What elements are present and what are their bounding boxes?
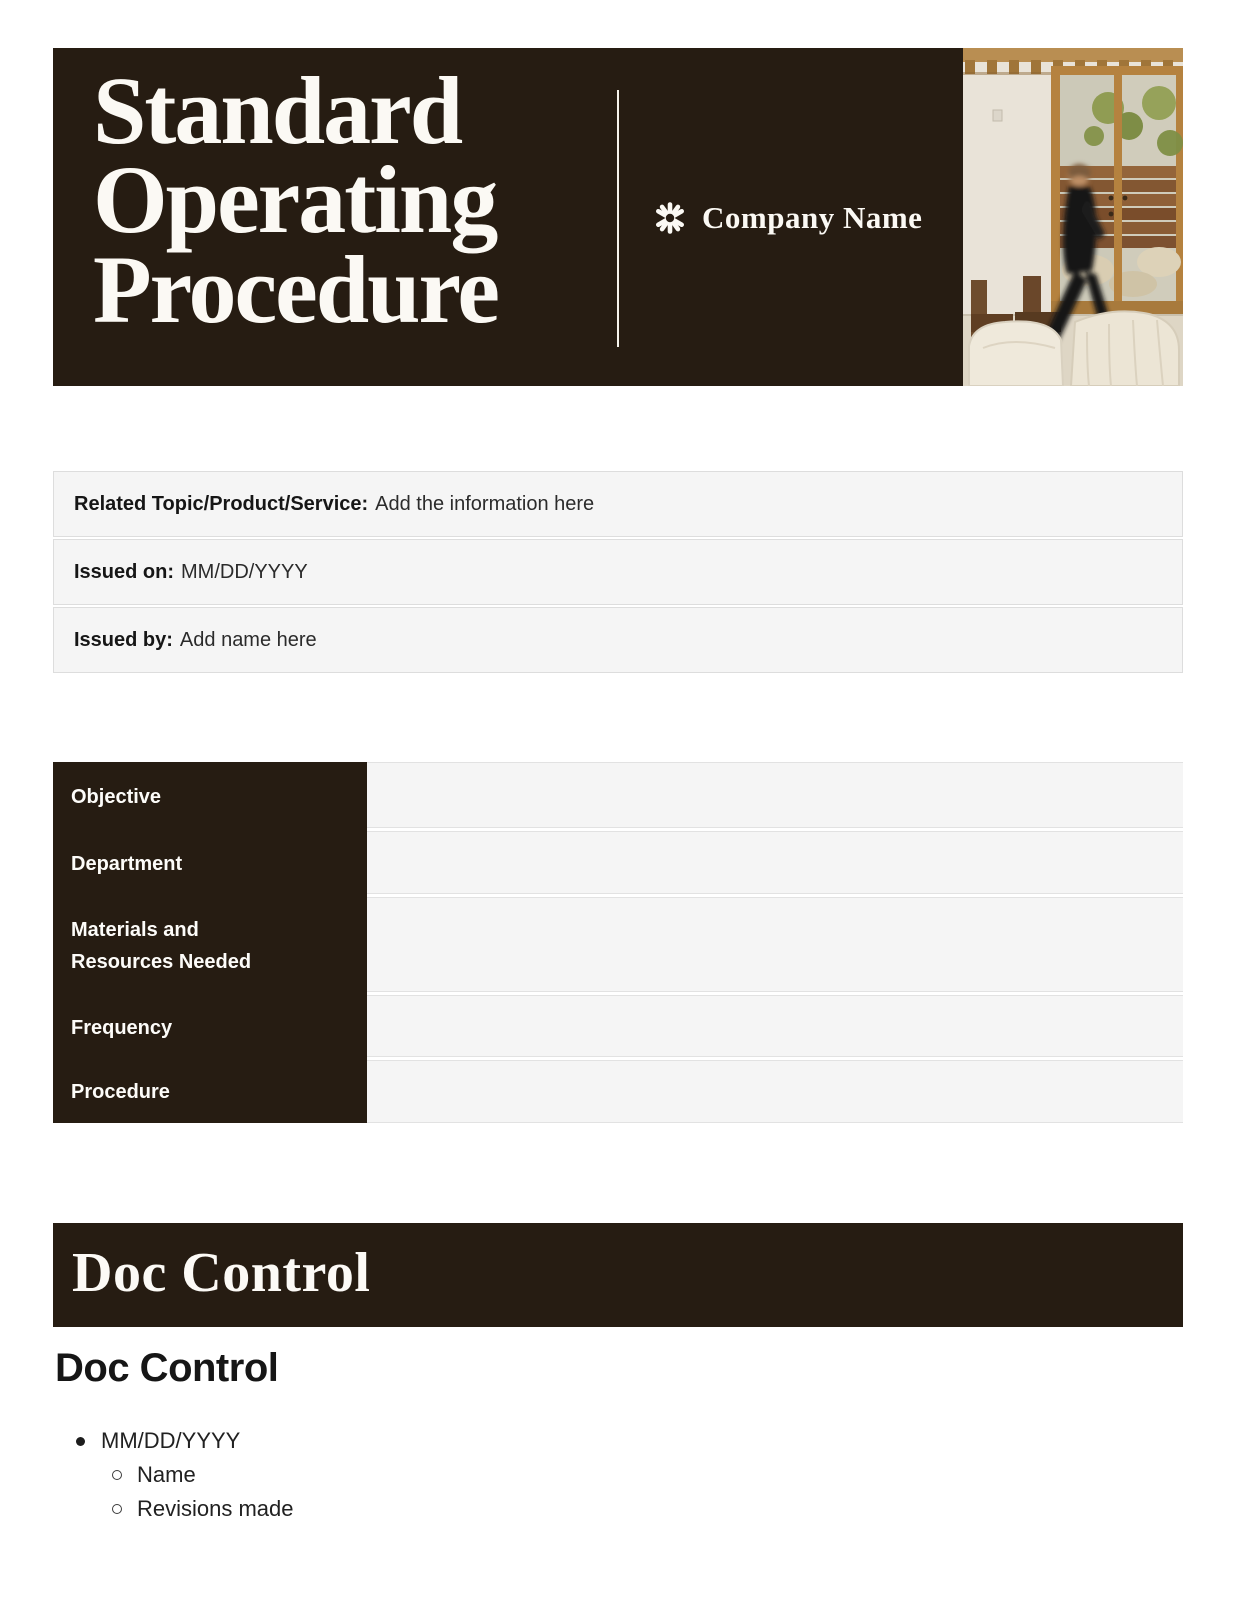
table-row <box>53 471 1183 537</box>
spec-row-empty-cell[interactable] <box>367 831 1183 897</box>
spec-row-label: Frequency <box>53 995 367 1060</box>
header-photo <box>963 48 1183 386</box>
info-table <box>53 471 1183 675</box>
info-value-placeholder[interactable]: Add the information here <box>375 492 595 515</box>
info-value-placeholder[interactable]: MM/DD/YYYY <box>181 560 308 583</box>
doc-control-heading: Doc Control <box>55 1346 279 1390</box>
table-row <box>53 1060 1183 1123</box>
table-row <box>53 607 1183 673</box>
info-label: Issued on: <box>74 560 175 583</box>
spec-row-empty-cell[interactable] <box>367 995 1183 1060</box>
list-item <box>102 1492 294 1526</box>
list-item <box>66 1424 294 1458</box>
info-label: Issued by: <box>74 628 173 651</box>
page-title-line: Standard <box>93 57 462 164</box>
info-value-placeholder[interactable]: Add name here <box>179 628 317 651</box>
company-name-label: Company Name <box>702 200 923 235</box>
spec-table <box>53 762 1183 1123</box>
company-name-block <box>653 190 922 246</box>
header-banner <box>53 48 1183 386</box>
info-label: Related Topic/Product/Service: <box>74 492 369 515</box>
bullet-circle-icon <box>112 1504 122 1514</box>
bullet-dot-icon <box>76 1437 85 1446</box>
doc-control-list <box>66 1424 294 1526</box>
spec-row-empty-cell[interactable] <box>367 762 1183 831</box>
list-item-text[interactable]: Revisions made <box>137 1496 294 1521</box>
spec-row-empty-cell[interactable] <box>367 1060 1183 1123</box>
spec-row-label: Materials and Resources Needed <box>53 897 367 995</box>
vertical-divider <box>617 90 619 347</box>
starburst-icon <box>653 201 687 235</box>
table-row <box>53 995 1183 1060</box>
table-row <box>53 762 1183 831</box>
bullet-circle-icon <box>112 1470 122 1480</box>
spec-row-label: Department <box>53 831 367 897</box>
page-title-line: Procedure <box>93 235 498 343</box>
spec-row-empty-cell[interactable] <box>367 897 1183 995</box>
spec-row-label: Objective <box>53 762 367 831</box>
list-item-text[interactable]: Name <box>137 1462 196 1487</box>
list-item-text[interactable]: MM/DD/YYYY <box>101 1428 241 1453</box>
page-title <box>93 57 498 343</box>
doc-control-banner <box>53 1223 1183 1327</box>
page-title-line: Operating <box>93 146 497 254</box>
table-row <box>53 831 1183 897</box>
table-row <box>53 539 1183 605</box>
doc-control-banner-title: Doc Control <box>72 1242 371 1304</box>
list-item <box>102 1458 294 1492</box>
table-row <box>53 897 1183 995</box>
spec-row-label: Procedure <box>53 1060 367 1123</box>
